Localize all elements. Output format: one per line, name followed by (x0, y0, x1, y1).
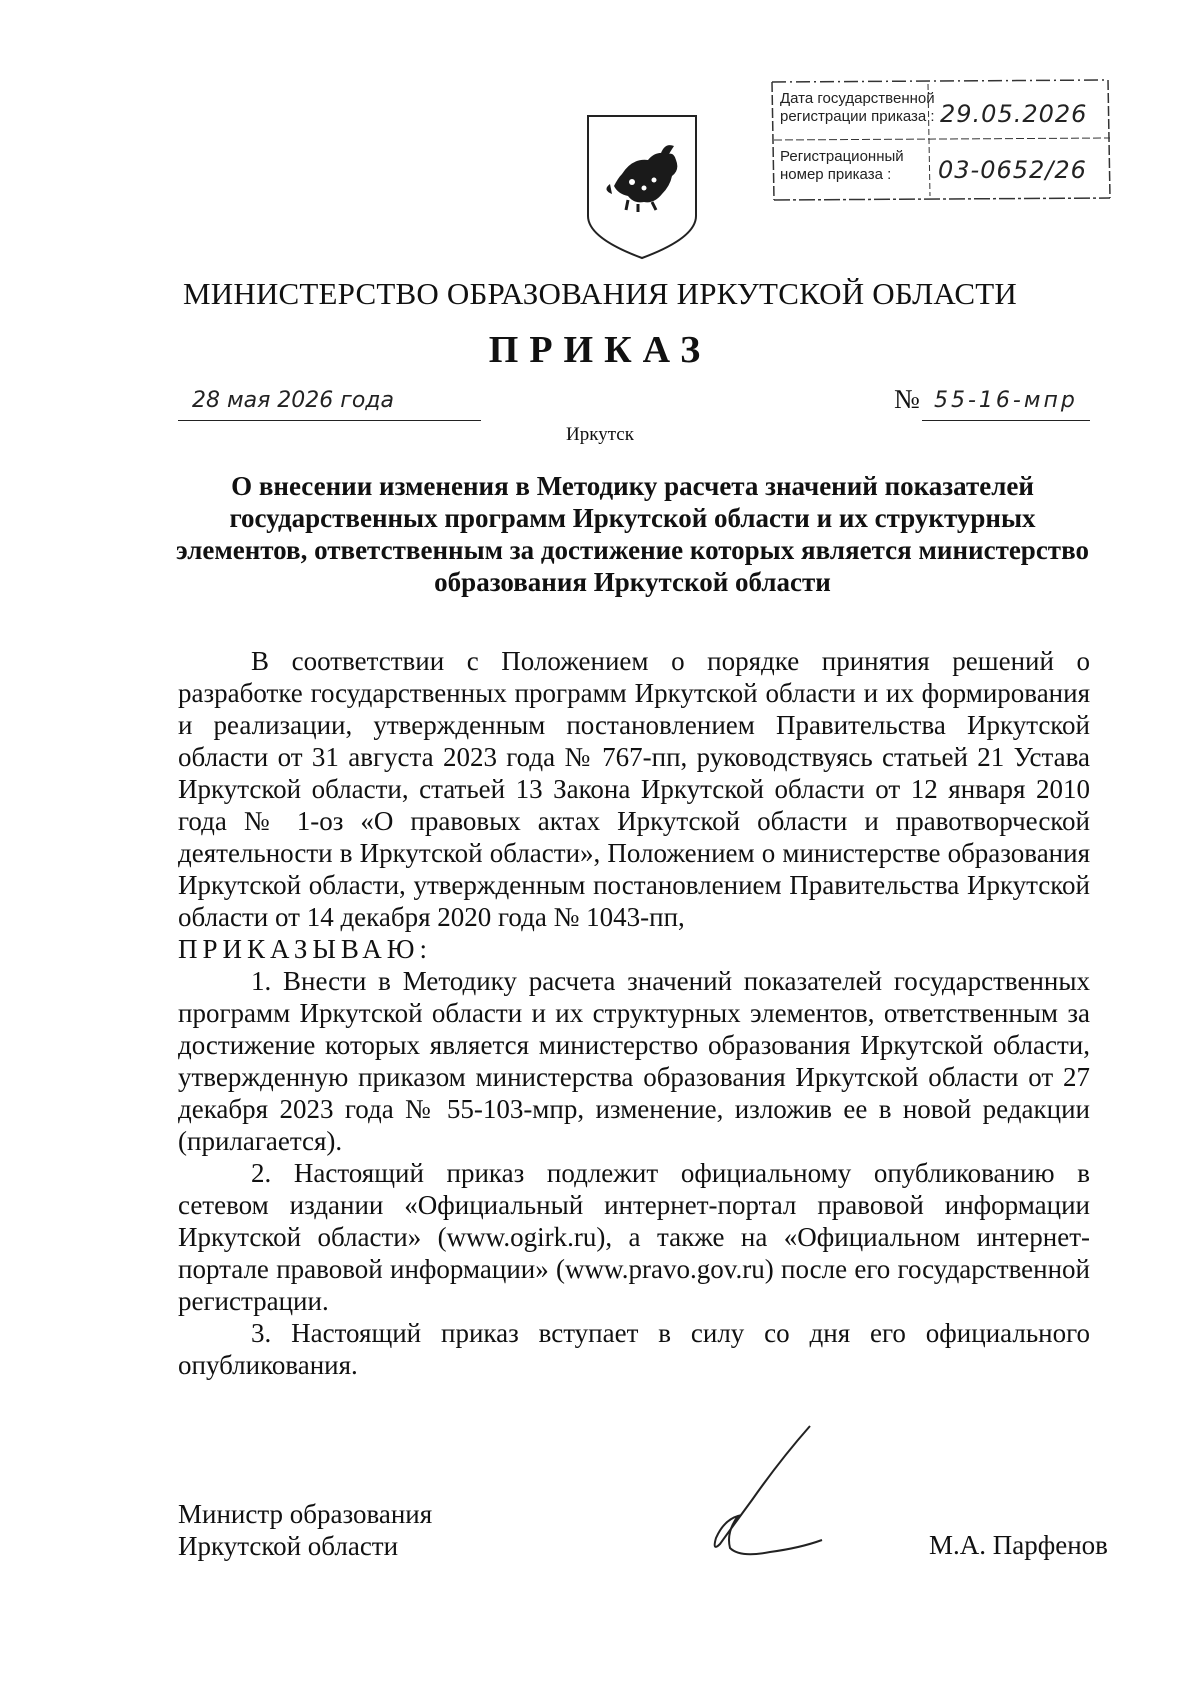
stamp-date-label: Дата государственной регистрации приказа : (780, 90, 935, 125)
coat-of-arms-icon (582, 112, 702, 262)
signer-position (178, 1498, 432, 1562)
document-type: ПРИКАЗ (488, 329, 712, 371)
order-word: ПРИКАЗЫВАЮ: (178, 934, 432, 964)
registration-stamp (770, 78, 1112, 206)
order-item-3: 3. Настоящий приказ вступает в силу со дня его официального опубликования. (178, 1318, 1090, 1380)
stamp-number-label: Регистрационный номер приказа : (780, 148, 904, 183)
signer-name: М.А. Парфенов (929, 1530, 1108, 1560)
ministry-name: МИНИСТЕРСТВО ОБРАЗОВАНИЯ ИРКУТСКОЙ ОБЛАСТИ (183, 276, 1017, 311)
handwritten-signature (690, 1420, 860, 1560)
document-title: О внесении изменения в Методику расчета значений показателей государственных программ Иркутской области и их структурных элементов, ответственным за достижение которых является министерство образования Иркутской области (176, 471, 1089, 597)
signer-position-line-1: Министр образования (178, 1499, 433, 1529)
signer-position-line-2: Иркутской области (178, 1531, 399, 1561)
stamp-number-value: 03-0652/26 (938, 156, 1087, 184)
number-sign: № (894, 384, 920, 414)
city: Иркутск (566, 424, 634, 445)
order-number: 55-16-мпр (934, 388, 1078, 413)
document-body (178, 645, 1090, 1381)
preamble-paragraph: В соответствии с Положением о порядке принятия решений о разработке государственных программ Иркутской области и их формирования и реализации, утвержденным постановлением Правительства Иркутской области от 31 августа 2023 года № 767-пп, руководствуясь статьей 21 Устава Иркутской области, статьей 13 Закона Иркутской области от 12 января 2010 года № 1-оз «О правовых актах Иркутской области и правотворческой деятельности в Иркутской области», Положением о министерстве образования Иркутской области, утвержденным постановлением Правительства Иркутской области от 14 декабря 2020 года № 1043-пп, (178, 646, 1090, 932)
order-item-1: 1. Внести в Методику расчета значений показателей государственных программ Иркутской области и их структурных элементов, ответственным за достижение которых является министерство образования Иркутской области, утвержденную приказом министерства образования Иркутской области от 27 декабря 2023 года № 55-103-мпр, изменение, изложив ее в новой редакции (прилагается). (178, 966, 1090, 1156)
order-date: 28 мая 2026 года (192, 388, 394, 413)
order-item-2: 2. Настоящий приказ подлежит официальному опубликованию в сетевом издании «Официальный интернет-портал правовой информации Иркутской области» (www.ogirk.ru), а также на «Официальном интернет-портале правовой информации» (www.pravo.gov.ru) после его государственной регистрации. (178, 1158, 1090, 1316)
stamp-date-value: 29.05.2026 (940, 100, 1088, 128)
